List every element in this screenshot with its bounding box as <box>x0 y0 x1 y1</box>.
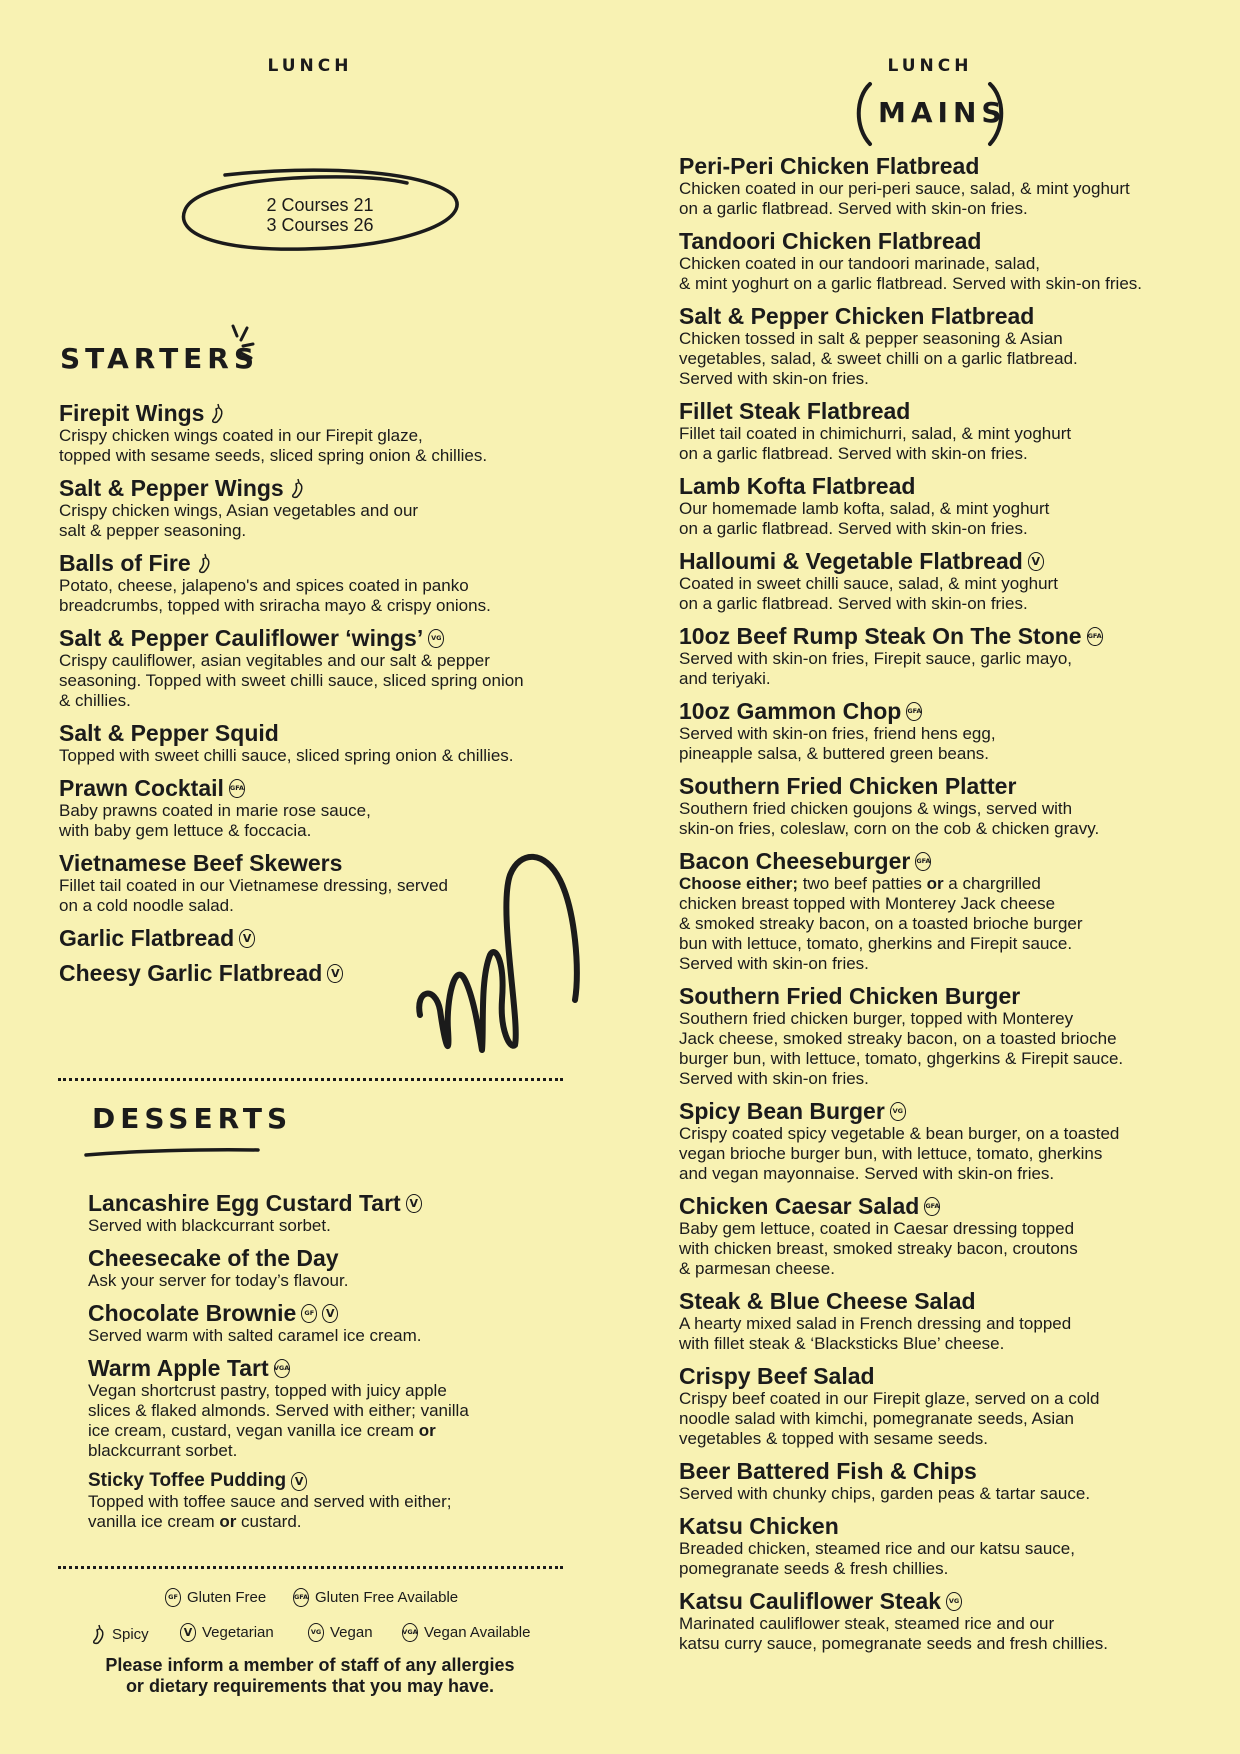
menu-item-name <box>679 228 1239 254</box>
menu-item-description: Served with chunky chips, garden peas & tartar sauce. <box>679 1484 1091 1503</box>
gluten-free-available-icon: GFA <box>293 1588 309 1607</box>
menu-item-description: Crispy chicken wings, Asian vegetables and our salt & pepper seasoning. <box>59 501 419 540</box>
legend-spicy <box>90 1623 149 1645</box>
menu-item-title: Prawn Cocktail <box>59 775 224 801</box>
mains-list <box>679 153 1239 1663</box>
menu-item-name <box>679 473 1239 499</box>
legend-vegan-available <box>402 1623 531 1642</box>
menu-item <box>679 1193 1239 1279</box>
description-part: Vegan shortcrust pastry, topped with juicy apple slices & flaked almonds. Served with either; vanilla ice cream, custard, vegan vanilla ice cream <box>88 1381 469 1440</box>
menu-item-title: Crispy Beef Salad <box>679 1363 875 1389</box>
menu-item-name <box>88 1300 568 1326</box>
menu-item-description: Served with skin-on fries, Firepit sauce, garlic mayo, and teriyaki. <box>679 649 1073 688</box>
menu-item <box>679 1458 1239 1504</box>
legend-gluten-free-available-label: Gluten Free Available <box>315 1589 459 1606</box>
menu-item-description: Southern fried chicken goujons & wings, served with skin-on fries, coleslaw, corn on the cob & chicken gravy. <box>679 799 1100 838</box>
menu-item-description: Crispy chicken wings coated in our Firepit glaze, topped with sesame seeds, sliced spring onion & chillies. <box>59 426 488 465</box>
menu-item <box>88 1470 568 1532</box>
menu-item-name <box>88 1355 568 1381</box>
menu-item-description: Baby prawns coated in marie rose sauce, with baby gem lettuce & foccacia. <box>59 801 371 840</box>
vegan-icon: VG <box>428 629 444 648</box>
menu-item-name <box>679 153 1239 179</box>
menu-item-name <box>679 623 1239 649</box>
divider-dots-top <box>58 1078 563 1081</box>
menu-item <box>88 1245 568 1291</box>
menu-item-description: Chicken coated in our peri-peri sauce, salad, & mint yoghurt on a garlic flatbread. Served with skin-on fries. <box>679 179 1130 218</box>
menu-item-title: Southern Fried Chicken Platter <box>679 773 1017 799</box>
menu-item-description: Served warm with salted caramel ice cream. <box>88 1326 422 1345</box>
legend-gluten-free-available <box>293 1588 458 1607</box>
desserts-heading: DESSERTS <box>92 1102 293 1135</box>
menu-item <box>679 1363 1239 1449</box>
menu-item-title: Salt & Pepper Wings <box>59 475 284 501</box>
menu-item-title: Chicken Caesar Salad <box>679 1193 920 1219</box>
desserts-list <box>88 1190 568 1541</box>
menu-item <box>59 775 579 841</box>
description-part: a chargrilled chicken breast topped with Monterey Jack cheese & smoked streaky bacon, on a toasted brioche burger bun with lettuce, tomato, gherkins and Firepit sauce. Served with skin-on fries. <box>679 874 1083 973</box>
vegetarian-icon: V <box>291 1472 307 1491</box>
menu-item-name <box>59 775 579 801</box>
menu-item-name <box>88 1245 568 1271</box>
menu-item <box>679 773 1239 839</box>
menu-item-description: Chicken tossed in salt & pepper seasoning & Asian vegetables, salad, & sweet chilli on a garlic flatbread. Served with skin-on fries. <box>679 329 1078 388</box>
price-three-courses: 3 Courses 26 <box>266 215 374 235</box>
vegetarian-icon: V <box>239 929 255 948</box>
menu-item-description: Chicken coated in our tandoori marinade, salad, & mint yoghurt on a garlic flatbread. Served with skin-on fries. <box>679 254 1142 293</box>
menu-item-title: Garlic Flatbread <box>59 925 235 951</box>
menu-item <box>679 303 1239 389</box>
menu-item <box>679 1588 1239 1654</box>
menu-item-name <box>679 303 1239 329</box>
menu-item-title: 10oz Beef Rump Steak On The Stone <box>679 623 1082 649</box>
menu-item-name <box>679 1458 1239 1484</box>
menu-item-description: Potato, cheese, jalapeno's and spices coated in panko breadcrumbs, topped with sriracha mayo & crispy onions. <box>59 576 491 615</box>
menu-item-title: Warm Apple Tart <box>88 1355 269 1381</box>
menu-item <box>88 1355 568 1461</box>
spicy-badge <box>196 552 212 574</box>
menu-item-title: Salt & Pepper Squid <box>59 720 279 746</box>
menu-item-description <box>88 1492 568 1532</box>
allergy-note: Please inform a member of staff of any allergies or dietary requirements that you may have. <box>105 1655 515 1696</box>
menu-item <box>88 1300 568 1346</box>
description-part: Topped with toffee sauce and served with either; vanilla ice cream <box>88 1492 452 1531</box>
menu-item-name <box>679 848 1239 874</box>
menu-item-name <box>59 475 579 501</box>
description-part: or <box>926 874 944 893</box>
menu-item <box>679 983 1239 1089</box>
menu-item-name <box>679 1513 1239 1539</box>
sparkle-doodle <box>225 320 257 368</box>
menu-item-title: Cheesy Garlic Flatbread <box>59 960 323 986</box>
menu-item-name <box>679 1288 1239 1314</box>
menu-item-description <box>679 874 1239 974</box>
chilli-icon <box>90 1623 106 1645</box>
vegetarian-icon: V <box>180 1623 196 1642</box>
spicy-badge <box>209 402 225 424</box>
menu-item <box>88 1190 568 1236</box>
menu-item-name <box>679 983 1239 1009</box>
legend-vegan-label: Vegan <box>330 1624 373 1641</box>
menu-item-title: Cheesecake of the Day <box>88 1245 339 1271</box>
menu-item-title: Firepit Wings <box>59 400 205 426</box>
menu-item-name <box>679 1363 1239 1389</box>
menu-item-description: Topped with sweet chilli sauce, sliced spring onion & chillies. <box>59 746 514 765</box>
menu-item-description: Served with blackcurrant sorbet. <box>88 1216 331 1235</box>
menu-item-title: Chocolate Brownie <box>88 1300 297 1326</box>
menu-item-title: Spicy Bean Burger <box>679 1098 885 1124</box>
menu-item-name <box>59 720 579 746</box>
menu-item <box>59 550 579 616</box>
menu-item-title: Katsu Cauliflower Steak <box>679 1588 942 1614</box>
gluten-free-available-icon: GFA <box>906 702 922 721</box>
menu-item <box>679 1513 1239 1579</box>
gluten-free-icon: GF <box>165 1588 181 1607</box>
vegetarian-icon: V <box>406 1194 422 1213</box>
vegetarian-icon: V <box>1028 552 1044 571</box>
menu-item <box>679 1098 1239 1184</box>
menu-item-title: Salt & Pepper Cauliflower ‘wings’ <box>59 625 424 651</box>
menu-item-title: Southern Fried Chicken Burger <box>679 983 1021 1009</box>
menu-item-description: Served with skin-on fries, friend hens egg, pineapple salsa, & buttered green beans. <box>679 724 996 763</box>
description-part: or <box>219 1512 237 1531</box>
vegan-icon: VG <box>946 1592 962 1611</box>
menu-item <box>679 848 1239 974</box>
legend-vegetarian <box>180 1623 274 1642</box>
menu-item-name <box>679 773 1239 799</box>
vegan-icon: VG <box>308 1623 324 1642</box>
menu-item-description: Ask your server for today’s flavour. <box>88 1271 349 1290</box>
menu-item-name <box>59 400 579 426</box>
description-part: Choose either; <box>679 874 799 893</box>
legend-vegetarian-label: Vegetarian <box>202 1624 274 1641</box>
menu-item-title: Fillet Steak Flatbread <box>679 398 911 424</box>
menu-item-description: Southern fried chicken burger, topped with Monterey Jack cheese, smoked streaky bacon, on a toasted brioche burger bun, with lettuce, tomato, ghgerkins & Firepit sauce. Served with skin-on fries. <box>679 1009 1124 1088</box>
menu-item <box>59 625 579 711</box>
vegetarian-icon: V <box>322 1304 338 1323</box>
menu-item <box>59 400 579 466</box>
menu-item-description: Fillet tail coated in our Vietnamese dressing, served on a cold noodle salad. <box>59 876 448 915</box>
menu-item-name <box>679 398 1239 424</box>
desserts-underline <box>83 1145 263 1159</box>
menu-item-description: Crispy beef coated in our Firepit glaze, served on a cold noodle salad with kimchi, pomegranate seeds, Asian vegetables & topped with sesame seeds. <box>679 1389 1100 1448</box>
legend-gluten-free <box>165 1588 266 1607</box>
gluten-free-available-icon: GFA <box>1087 627 1103 646</box>
menu-item-title: 10oz Gammon Chop <box>679 698 902 724</box>
legend-spicy-label: Spicy <box>112 1625 149 1643</box>
menu-item-name <box>679 1098 1239 1124</box>
menu-item <box>679 623 1239 689</box>
menu-item-name <box>679 1588 1239 1614</box>
menu-item-title: Bacon Cheeseburger <box>679 848 911 874</box>
menu-item <box>679 153 1239 219</box>
menu-item-description: Fillet tail coated in chimichurri, salad, & mint yoghurt on a garlic flatbread. Served with skin-on fries. <box>679 424 1072 463</box>
menu-item-description: Baby gem lettuce, coated in Caesar dressing topped with chicken breast, smoked streaky bacon, croutons & parmesan cheese. <box>679 1219 1078 1278</box>
lunch-kicker-right: LUNCH <box>887 56 973 76</box>
price-two-courses: 2 Courses 21 <box>266 195 374 215</box>
right-page <box>620 0 1240 1754</box>
menu-item-name <box>679 548 1239 574</box>
menu-item-name <box>88 1190 568 1216</box>
description-part: two beef patties <box>798 874 927 893</box>
menu-item-name <box>59 625 579 651</box>
menu-item-name <box>679 698 1239 724</box>
gluten-free-available-icon: GFA <box>924 1197 940 1216</box>
chilli-icon <box>289 477 305 499</box>
menu-item-description: Crispy cauliflower, asian vegitables and our salt & pepper seasoning. Topped with sweet chilli sauce, sliced spring onion & chillies. <box>59 651 524 710</box>
menu-item-title: Sticky Toffee Pudding <box>88 1470 287 1491</box>
menu-item-title: Balls of Fire <box>59 550 191 576</box>
legend-vegan <box>308 1623 373 1642</box>
swirl-doodle <box>410 850 595 1065</box>
menu-item <box>679 473 1239 539</box>
menu-item-name <box>679 1193 1239 1219</box>
menu-item <box>59 720 579 766</box>
vegan-available-icon: VGA <box>402 1623 418 1642</box>
description-part: or <box>418 1421 436 1440</box>
menu-item <box>679 1288 1239 1354</box>
legend-vegan-available-label: Vegan Available <box>424 1624 531 1641</box>
menu-item-title: Lamb Kofta Flatbread <box>679 473 916 499</box>
mains-heading: MAINS <box>878 96 1007 129</box>
menu-item-title: Steak & Blue Cheese Salad <box>679 1288 976 1314</box>
spicy-badge <box>289 477 305 499</box>
menu-item-description: Breaded chicken, steamed rice and our katsu sauce, pomegranate seeds & fresh chillies. <box>679 1539 1075 1578</box>
legend-gluten-free-label: Gluten Free <box>187 1589 267 1606</box>
menu-item-title: Beer Battered Fish & Chips <box>679 1458 977 1484</box>
divider-dots-bottom <box>58 1566 563 1569</box>
menu-item-name <box>59 550 579 576</box>
vegan-available-icon: VGA <box>274 1359 290 1378</box>
menu-item <box>679 398 1239 464</box>
menu-item-title: Salt & Pepper Chicken Flatbread <box>679 303 1035 329</box>
menu-item <box>679 228 1239 294</box>
starters-heading: STARTERS <box>60 342 260 375</box>
menu-item-description: Our homemade lamb kofta, salad, & mint yoghurt on a garlic flatbread. Served with skin-on fries. <box>679 499 1050 538</box>
menu-item-title: Vietnamese Beef Skewers <box>59 850 343 876</box>
menu-item-title: Tandoori Chicken Flatbread <box>679 228 982 254</box>
chilli-icon <box>209 402 225 424</box>
menu-item-description: Marinated cauliflower steak, steamed rice and our katsu curry sauce, pomegranate seeds and fresh chillies. <box>679 1614 1109 1653</box>
chilli-icon <box>196 552 212 574</box>
menu-item-title: Halloumi & Vegetable Flatbread <box>679 548 1023 574</box>
gluten-free-available-icon: GFA <box>229 779 245 798</box>
menu-item-description <box>88 1381 568 1461</box>
gluten-free-available-icon: GFA <box>915 852 931 871</box>
description-part: custard. <box>236 1512 302 1531</box>
menu-item-description: A hearty mixed salad in French dressing and topped with fillet steak & ‘Blacksticks Blue’ cheese. <box>679 1314 1072 1353</box>
menu-item <box>59 475 579 541</box>
lunch-kicker-left: LUNCH <box>267 56 353 76</box>
menu-item-description: Crispy coated spicy vegetable & bean burger, on a toasted vegan brioche burger bun, with lettuce, tomato, gherkins and vegan mayonnaise. Served with skin-on fries. <box>679 1124 1120 1183</box>
gluten-free-icon: GF <box>301 1304 317 1323</box>
menu-item <box>679 548 1239 614</box>
menu-item-description: Coated in sweet chilli sauce, salad, & mint yoghurt on a garlic flatbread. Served with skin-on fries. <box>679 574 1058 613</box>
menu-item-name <box>88 1470 568 1492</box>
menu-item <box>679 698 1239 764</box>
price-oval <box>220 195 420 235</box>
vegetarian-icon: V <box>327 964 343 983</box>
menu-item-title: Peri-Peri Chicken Flatbread <box>679 153 980 179</box>
menu-item-title: Lancashire Egg Custard Tart <box>88 1190 401 1216</box>
menu-item-title: Katsu Chicken <box>679 1513 839 1539</box>
description-part: blackcurrant sorbet. <box>88 1441 238 1460</box>
vegan-icon: VG <box>890 1102 906 1121</box>
